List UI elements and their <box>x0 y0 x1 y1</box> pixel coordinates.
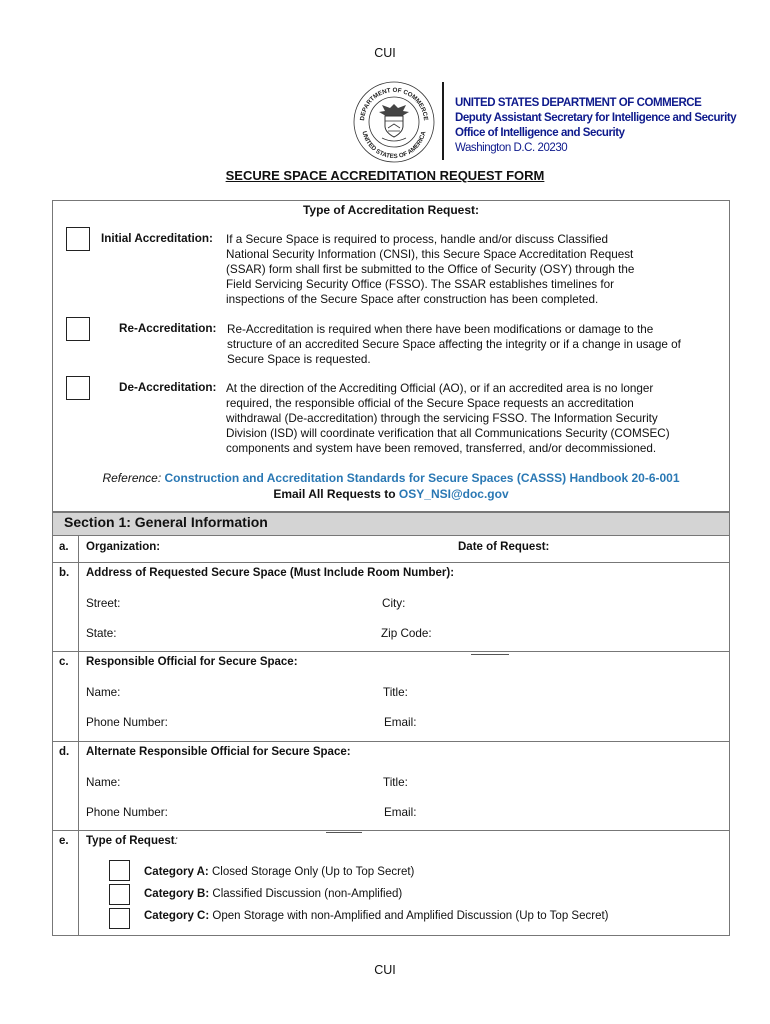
alternate-title-label: Title: <box>383 776 408 789</box>
re-accreditation-label: Re-Accreditation: <box>119 322 217 335</box>
email-prefix: Email All Requests to <box>273 487 396 501</box>
seal-text-bottom: UNITED STATES OF AMERICA <box>360 130 428 161</box>
header-divider <box>442 82 444 160</box>
category-b-checkbox[interactable] <box>109 884 130 905</box>
state-label: State: <box>86 627 117 640</box>
form-title: SECURE SPACE ACCREDITATION REQUEST FORM <box>225 168 545 183</box>
letter-column-divider <box>78 536 79 936</box>
row-divider <box>52 651 730 652</box>
street-label: Street: <box>86 597 121 610</box>
re-accreditation-description: Re-Accreditation is required when there have been modifications or damage to the structure of an accredited Secure Space affecting the integrity or if a change in usage of Secure Space is requested. <box>227 323 681 366</box>
agency-block <box>455 96 736 156</box>
category-c-option: Category C: Open Storage with non-Amplified and Amplified Discussion (Up to Top Secret) <box>144 910 609 922</box>
category-a-checkbox[interactable] <box>109 860 130 881</box>
underline-mark <box>471 654 509 655</box>
reference-block <box>52 470 730 502</box>
agency-subdivision: Deputy Assistant Secretary for Intelligence and Security <box>455 112 737 124</box>
seal-text-top: DEPARTMENT OF COMMERCE <box>358 86 430 121</box>
de-accreditation-label: De-Accreditation: <box>119 381 217 394</box>
cui-marking-bottom: CUI <box>374 963 396 977</box>
agency-address: Washington D.C. 20230 <box>455 142 568 154</box>
alternate-phone-label: Phone Number: <box>86 806 168 819</box>
initial-accreditation-description: If a Secure Space is required to process, handle and/or discuss Classified National Security Information (CNSI), this Secure Space Accreditation Request (SSAR) form shall first be submitted to the Office of Security (OSY) through the Field Servicing Security Office (FSSO). The SSAR establishes timelines for inspections of the Secure Space after construction has been completed. <box>226 233 635 306</box>
alternate-official-label: Alternate Responsible Official for Secure Space: <box>86 746 351 758</box>
agency-office: Office of Intelligence and Security <box>455 127 625 139</box>
organization-label: Organization: <box>86 541 161 553</box>
re-accreditation-checkbox[interactable] <box>66 317 90 341</box>
osy-email-link[interactable]: OSY_NSI@doc.gov <box>398 487 509 501</box>
row-divider <box>52 562 730 563</box>
row-c-letter: c. <box>59 656 69 668</box>
city-label: City: <box>382 597 406 610</box>
category-c-checkbox[interactable] <box>109 908 130 929</box>
row-b-letter: b. <box>59 567 70 579</box>
reference-prefix: Reference: <box>102 471 162 485</box>
row-d-letter: d. <box>59 746 70 758</box>
alternate-email-label: Email: <box>384 806 417 819</box>
accreditation-type-header: Type of Accreditation Request: <box>302 203 480 217</box>
de-accreditation-checkbox[interactable] <box>66 376 90 400</box>
official-title-label: Title: <box>383 686 408 699</box>
cui-marking-top: CUI <box>374 46 396 60</box>
address-label: Address of Requested Secure Space (Must Include Room Number): <box>86 567 455 579</box>
row-divider <box>52 830 730 831</box>
underline-mark <box>326 832 362 833</box>
casss-handbook-link[interactable]: Construction and Accreditation Standards for Secure Spaces (CASSS) Handbook 20-6-001 <box>164 471 680 485</box>
responsible-official-label: Responsible Official for Secure Space: <box>86 656 298 668</box>
alternate-name-label: Name: <box>86 776 121 789</box>
zip-code-label: Zip Code: <box>381 627 432 640</box>
agency-name: UNITED STATES DEPARTMENT OF COMMERCE <box>455 97 702 109</box>
official-email-label: Email: <box>384 716 417 729</box>
type-of-request-label: Type of Request: <box>86 835 178 847</box>
row-e-letter: e. <box>59 835 69 847</box>
official-phone-label: Phone Number: <box>86 716 168 729</box>
commerce-seal-icon <box>352 80 436 164</box>
initial-accreditation-label: Initial Accreditation: <box>101 232 213 245</box>
category-b-option: Category B: Classified Discussion (non-Amplified) <box>144 888 403 900</box>
de-accreditation-description: At the direction of the Accrediting Official (AO), or if an accredited area is no longer required, the responsible official of the Secure Space requests an accreditation withdrawal (De-accreditation) through the servicing FSSO. The Information Security Division (ISD) will coordinate verification that all Communications Security (COMSEC) components and system have been removed, transferred, and/or decommissioned. <box>226 382 670 455</box>
row-divider <box>52 741 730 742</box>
row-a-letter: a. <box>59 541 69 553</box>
category-a-option: Category A: Closed Storage Only (Up to Top Secret) <box>144 866 415 878</box>
date-of-request-label: Date of Request: <box>458 541 550 553</box>
initial-accreditation-checkbox[interactable] <box>66 227 90 251</box>
official-name-label: Name: <box>86 686 121 699</box>
section1-title: Section 1: General Information <box>64 514 268 530</box>
